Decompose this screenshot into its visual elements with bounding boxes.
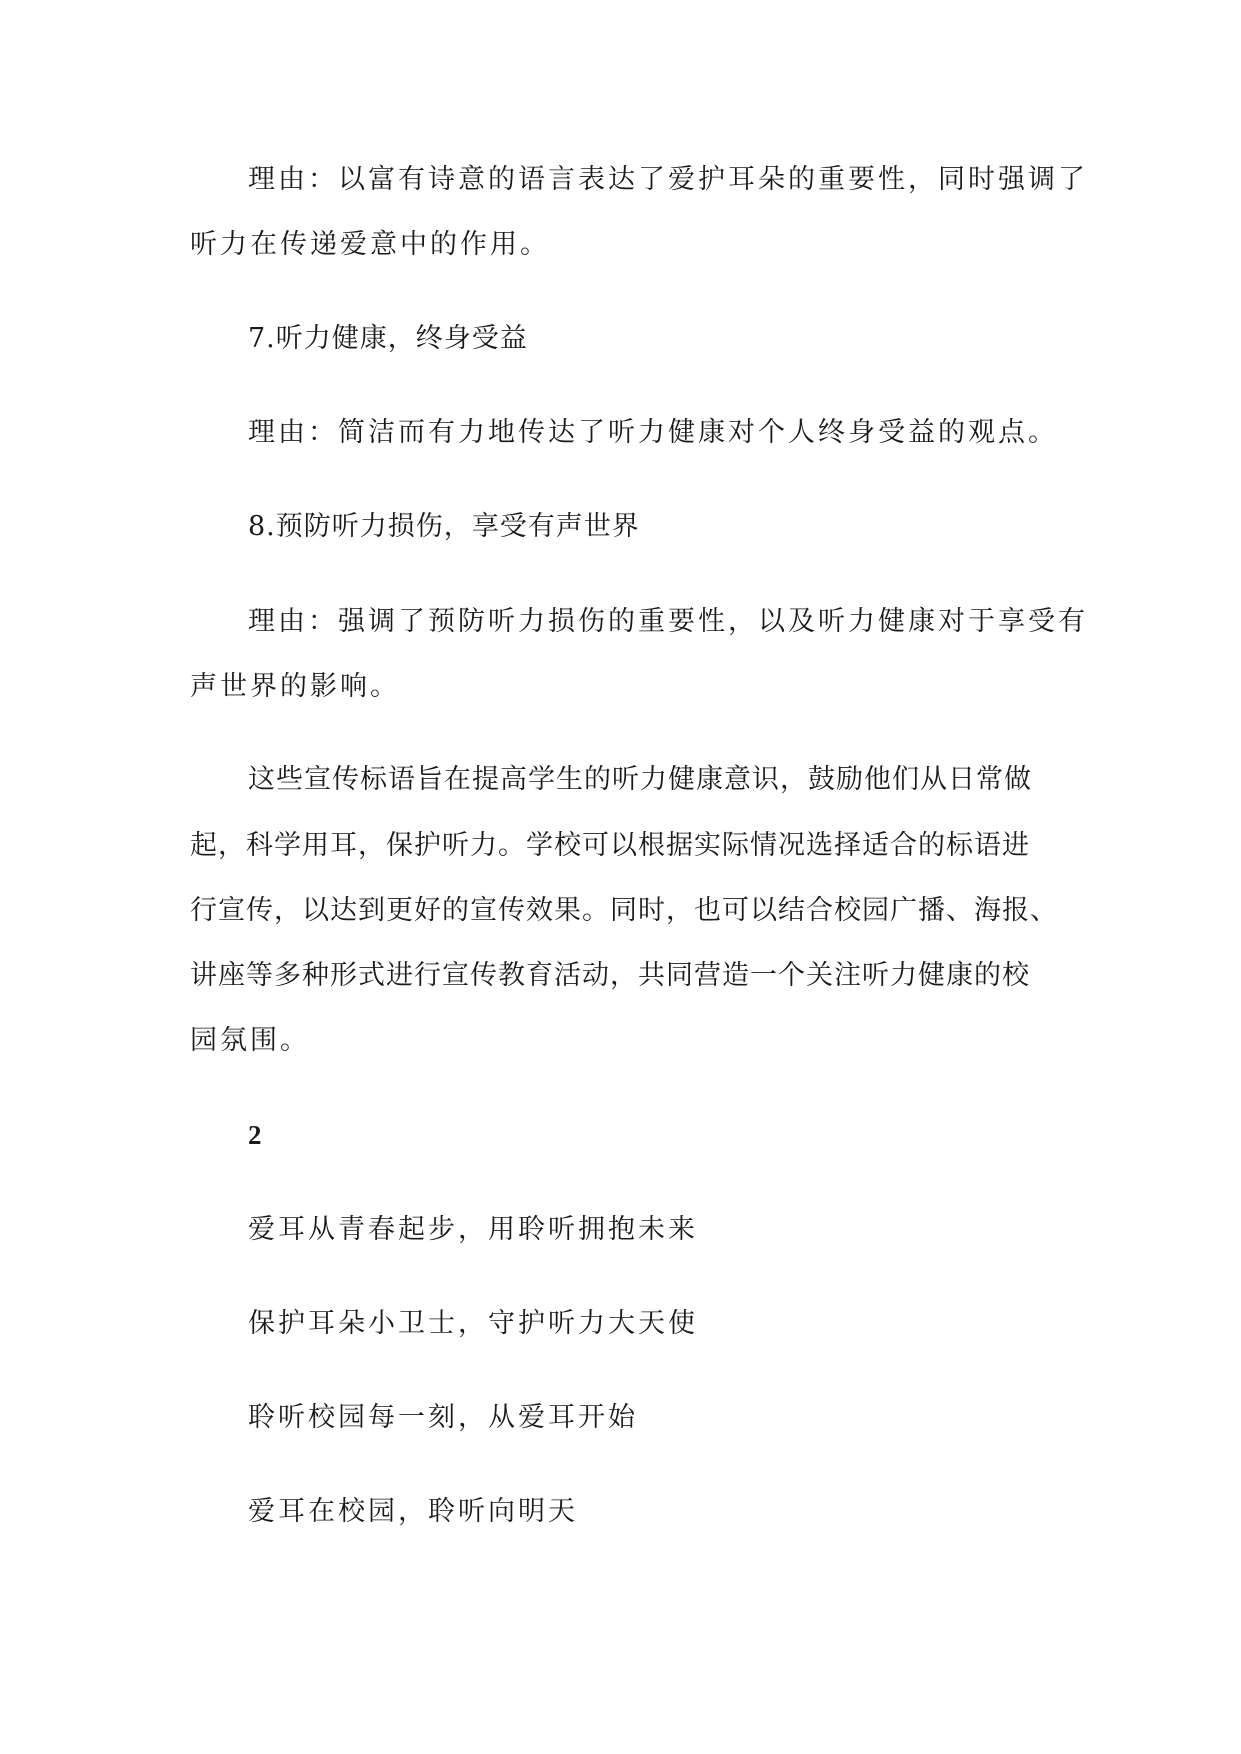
reason-7-text: 理由：简洁而有力地传达了听力健康对个人终身受益的观点。 [248,417,1058,448]
summary-line-3: 行宣传，以达到更好的宣传效果。同时，也可以结合校园广播、海报、 [190,895,1058,926]
section-2-slogan-2: 保护耳朵小卫士，守护听力大天使 [248,1308,698,1339]
slogan-7-heading: 7.听力健康，终身受益 [248,323,528,354]
reason-6-line-1: 理由：以富有诗意的语言表达了爱护耳朵的重要性，同时强调了 [248,164,1088,195]
summary-line-1: 这些宣传标语旨在提高学生的听力健康意识，鼓励他们从日常做 [248,764,1032,795]
reason-6-line-2: 听力在传递爱意中的作用。 [190,229,550,260]
reason-8-line-2: 声世界的影响。 [190,671,400,702]
section-2-slogan-3: 聆听校园每一刻，从爱耳开始 [248,1402,638,1433]
reason-8-line-1: 理由：强调了预防听力损伤的重要性，以及听力健康对于享受有 [248,606,1088,637]
section-2-slogan-4: 爱耳在校园，聆听向明天 [248,1496,578,1527]
summary-line-5: 园氛围。 [190,1025,310,1056]
section-2-slogan-1: 爱耳从青春起步，用聆听拥抱未来 [248,1214,698,1245]
slogan-8-heading: 8.预防听力损伤，享受有声世界 [248,511,640,542]
summary-line-2: 起，科学用耳，保护听力。学校可以根据实际情况选择适合的标语进 [190,830,1030,861]
summary-line-4: 讲座等多种形式进行宣传教育活动，共同营造一个关注听力健康的校 [190,960,1030,991]
section-number: 2 [248,1120,262,1150]
